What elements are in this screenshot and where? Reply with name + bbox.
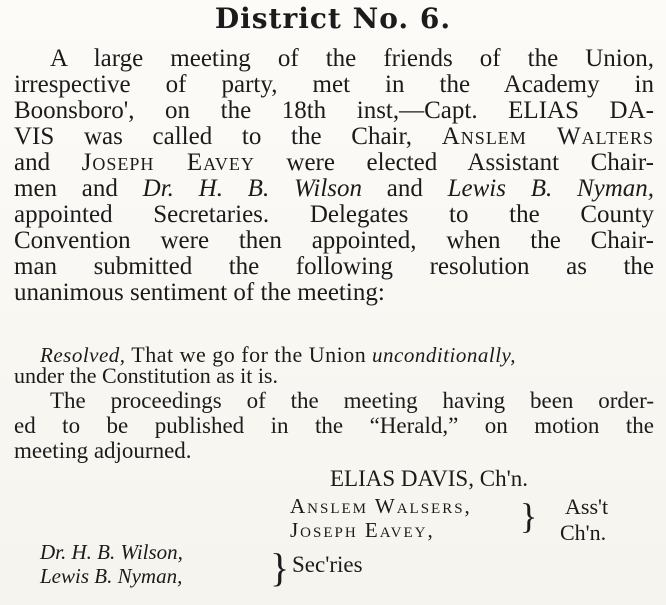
assistant-label-1: Ass't [565, 494, 609, 519]
assistant-brace-icon: } [520, 496, 538, 536]
person-name-walters: Anslem Walters [441, 123, 654, 150]
proceedings-line-3: meeting adjourned. [14, 438, 192, 463]
body-line-6-text-b: and [386, 175, 423, 202]
signature-secretary-2: Lewis B. Nyman, [40, 564, 183, 588]
resolution-text-b: unconditionally, [372, 343, 516, 367]
body-line-9: man submitted the following resolution as the [14, 253, 654, 280]
person-name-eavey: Joseph Eavey [81, 149, 255, 176]
assistant-label-2: Ch'n. [560, 520, 607, 545]
body-line-2: irrespective of party, met in the Academy in [14, 71, 654, 98]
proceedings-line-2: ed to be published in the “Herald,” on motion the [14, 413, 654, 438]
body-line-4 [14, 124, 654, 150]
secretary-brace-icon: } [270, 545, 290, 590]
signature-secretary-1: Dr. H. B. Wilson, [40, 540, 183, 564]
signature-assistant-2: Joseph Eavey, [290, 518, 435, 542]
body-line-4-text: VIS was called to the Chair, [14, 123, 413, 150]
body-line-8: Convention were then appointed, when the Chair- [14, 227, 654, 254]
body-line-3: Boonsboro', on the 18th inst,—Capt. ELIAS DA- [14, 97, 654, 124]
body-line-6 [14, 176, 654, 202]
signature-assistant-1: Anslem Walsers, [290, 494, 472, 518]
body-line-5-text-a: and [14, 149, 51, 176]
secretary-label: Sec'ries [292, 552, 363, 577]
body-line-6-text-a: men and [14, 175, 118, 202]
resolution-label: Resolved, [40, 343, 126, 367]
person-name-wilson: Dr. H. B. Wilson [142, 175, 363, 202]
body-line-1: A large meeting of the friends of the Union, [50, 45, 654, 72]
resolution-text-a: That we go for the Union [131, 342, 367, 367]
person-name-nyman: Lewis B. Nyman, [447, 175, 655, 202]
resolution-line-2: under the Constitution as it is. [14, 363, 278, 388]
body-line-7: appointed Secretaries. Delegates to the County [14, 201, 654, 228]
body-line-5-text-b: were elected Assistant Chair- [286, 149, 654, 176]
headline: District No. 6. [214, 2, 452, 35]
proceedings-line-1: The proceedings of the meeting having been order- [50, 388, 654, 413]
body-line-10: unanimous sentiment of the meeting: [14, 279, 385, 306]
body-line-5 [14, 150, 654, 176]
signature-chairman: ELIAS DAVIS, Ch'n. [330, 466, 528, 491]
